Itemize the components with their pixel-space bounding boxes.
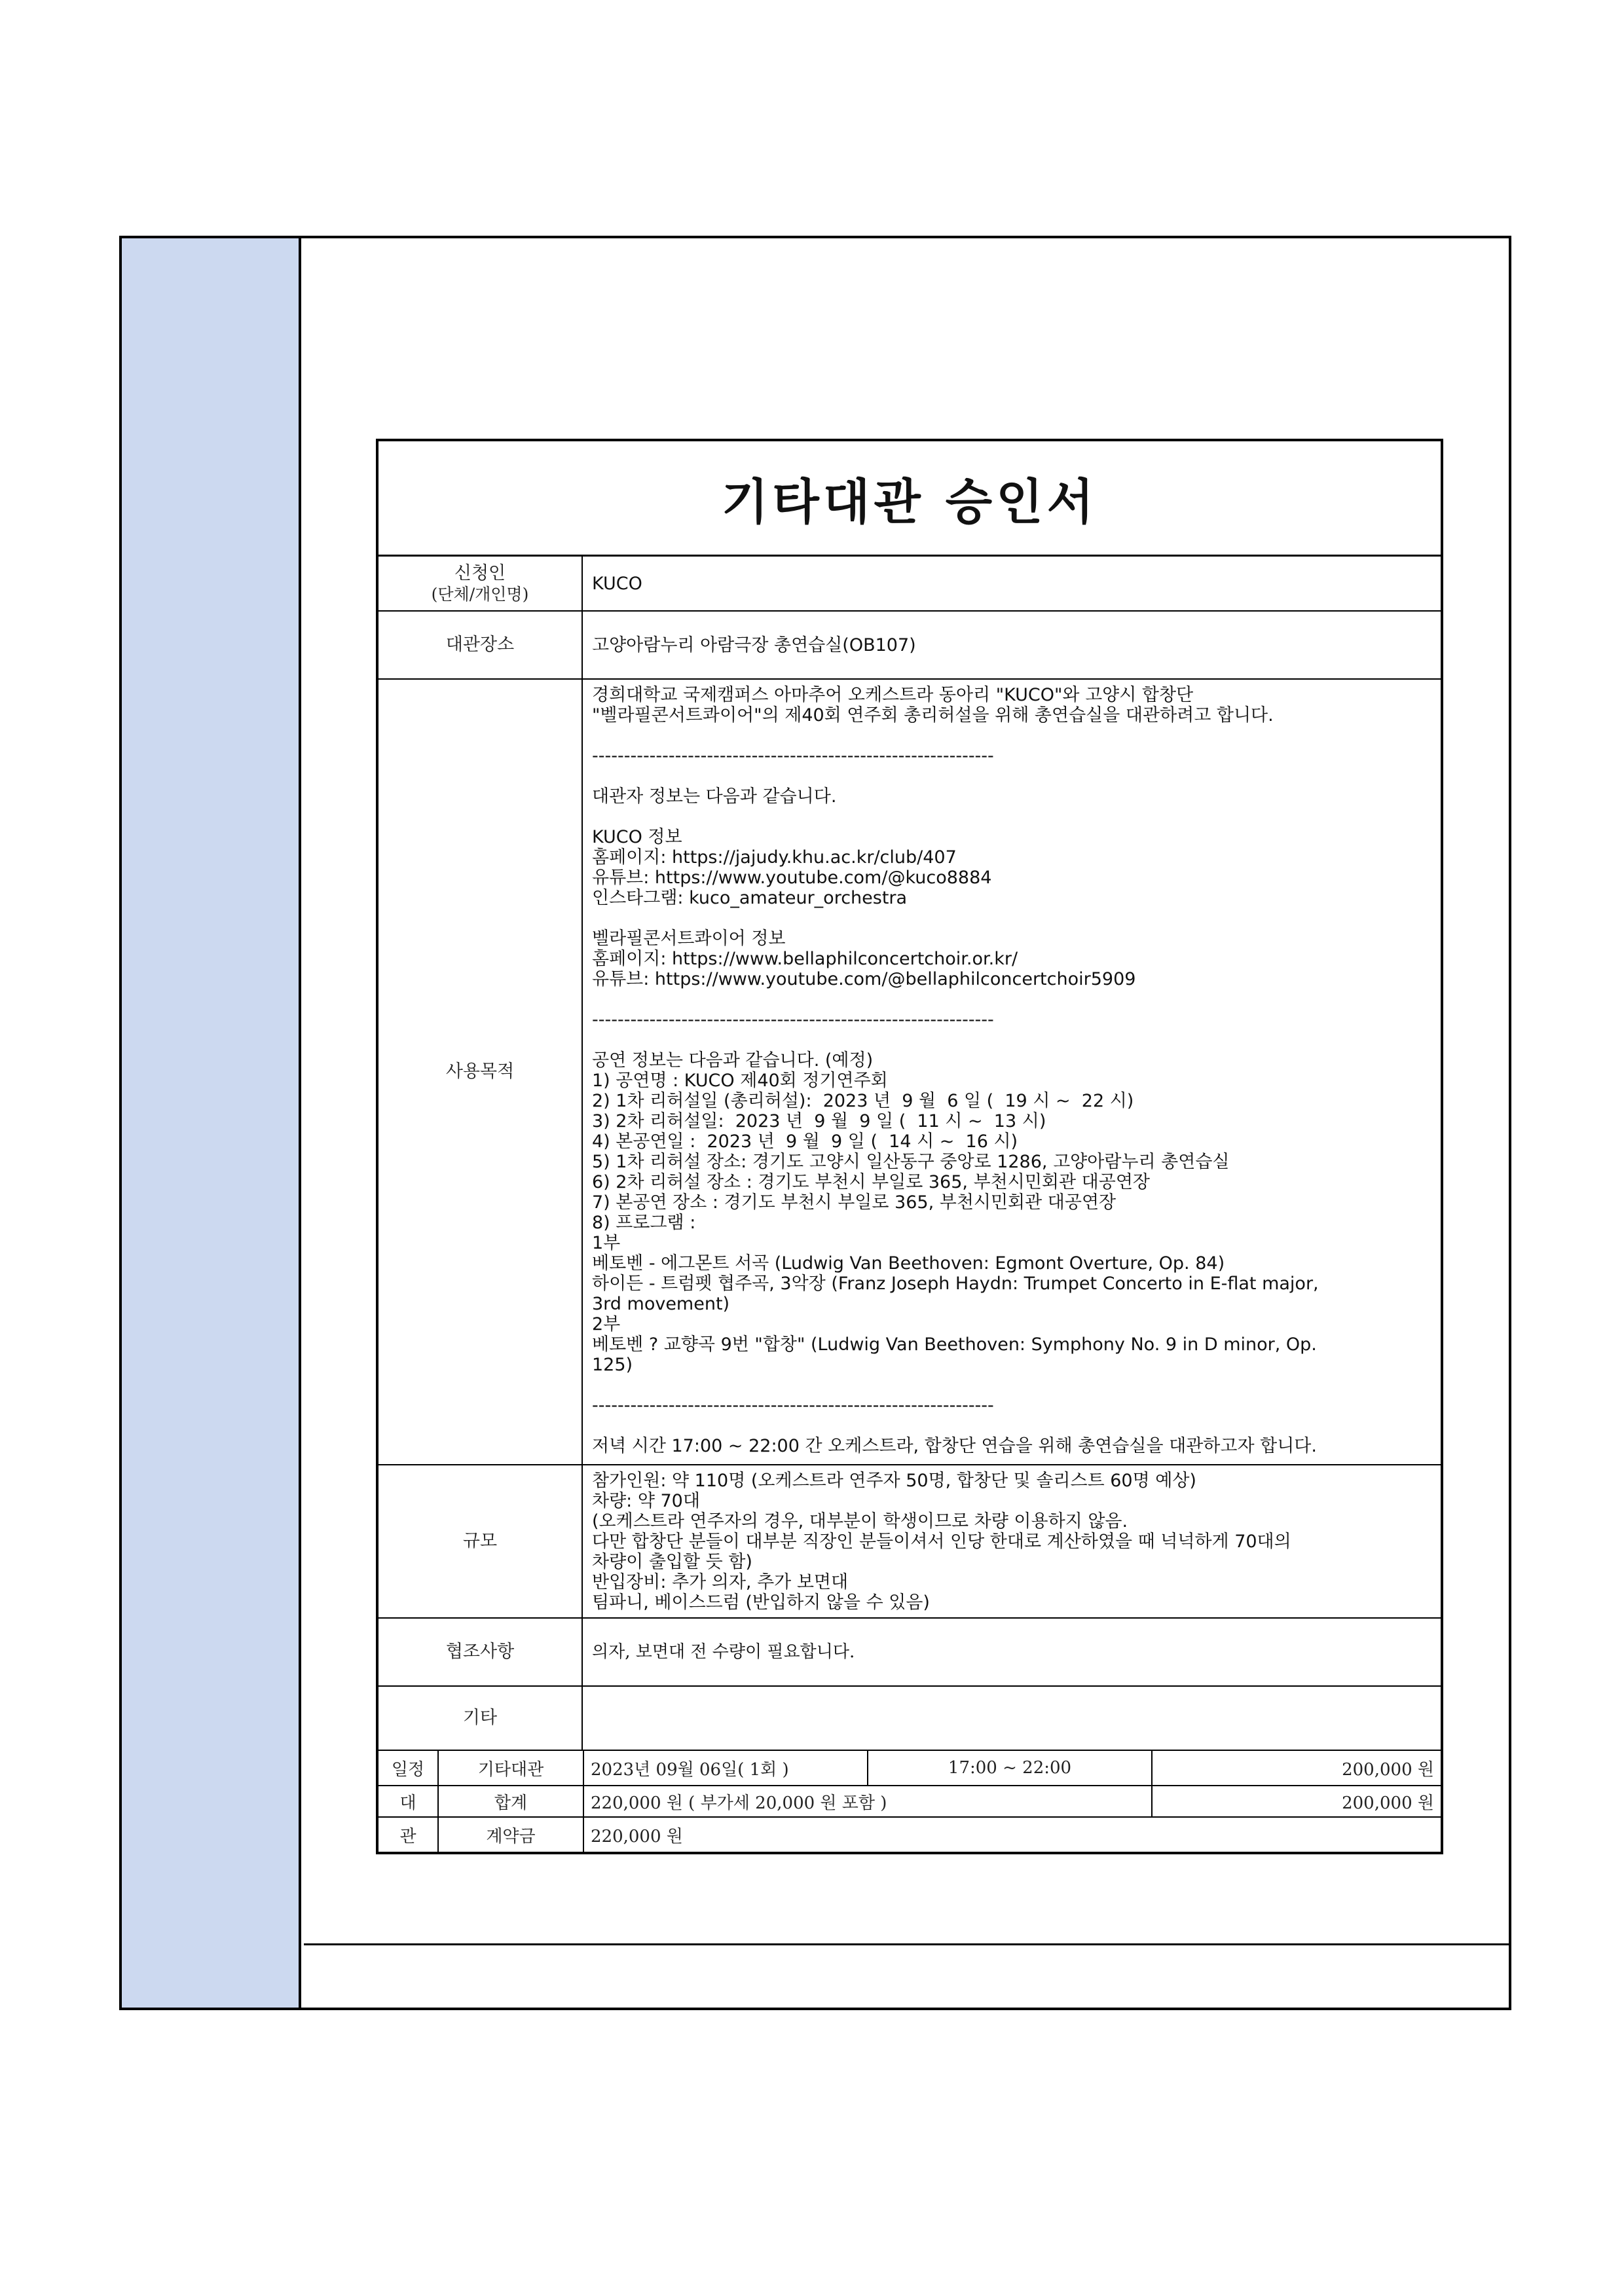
purpose-line: KUCO 정보 (592, 827, 682, 847)
venue-value (583, 612, 1441, 678)
cooperation-text: 의자, 보면대 전 수량이 필요합니다. (592, 1642, 855, 1662)
purpose-line: 벨라필콘서트콰이어 정보 (592, 928, 786, 949)
purpose-line: "벨라필콘서트콰이어"의 제40회 연주회 총리허설을 위해 총연습실을 대관하려고 합니다. (592, 705, 1274, 725)
applicant-value (583, 557, 1441, 610)
fee-side-char: 일정 (391, 1759, 425, 1780)
fee-total-detail: 220,000 원 ( 부가세 20,000 원 포함 ) (583, 1786, 1151, 1816)
purpose-line: 2) 1차 리허설일 (총리허설): 2023 년 9 월 6 일 ( 19 시 ~ 22 시) (592, 1091, 1134, 1111)
purpose-line (592, 807, 1431, 827)
approval-form (376, 439, 1443, 1854)
purpose-line: 홈페이지: https://jajudy.khu.ac.kr/club/407 (592, 847, 957, 868)
purpose-line: 유튜브: https://www.youtube.com/@bellaphilconcertchoir5909 (592, 969, 1136, 989)
purpose-line: 3) 2차 리허설일: 2023 년 9 월 9 일 ( 11 시 ~ 13 시) (592, 1111, 1046, 1131)
other-text (592, 1708, 1431, 1729)
purpose-line: 인스타그램: kuco_amateur_orchestra (592, 888, 908, 908)
purpose-line: 홈페이지: https://www.bellaphilconcertchoir.or.kr/ (592, 949, 1018, 969)
purpose-text (583, 680, 1441, 1464)
applicant-label-sub: (단체/개인명) (431, 585, 529, 604)
cooperation-row (378, 1619, 1441, 1687)
venue-label: 대관장소 (378, 612, 583, 678)
purpose-line: --------------------------------------------------------------- (592, 1010, 994, 1030)
purpose-line: 3rd movement) (592, 1294, 730, 1314)
purpose-line: 7) 본공연 장소 : 경기도 부천시 부일로 365, 부천시민회관 대공연장 (592, 1192, 1116, 1213)
applicant-row (378, 557, 1441, 612)
fee-total-label: 합계 (437, 1786, 583, 1816)
fee-table (378, 1751, 1441, 1852)
fee-row (378, 1751, 1441, 1786)
purpose-line: 대관자 정보는 다음과 같습니다. (592, 786, 837, 807)
fee-amount: 200,000 원 (1151, 1751, 1441, 1785)
footer-divider (304, 1943, 1509, 1945)
purpose-line: 하이든 - 트럼펫 협주곡, 3악장 (Franz Joseph Haydn: Trumpet Concerto in E-flat major, (592, 1274, 1319, 1294)
scale-text (583, 1465, 1441, 1617)
scale-line: 팀파니, 베이스드럼 (반입하지 않을 수 있음) (592, 1592, 930, 1613)
purpose-line: --------------------------------------------------------------- (592, 1395, 994, 1416)
other-row (378, 1687, 1441, 1751)
scale-line: 차량이 출입할 듯 함) (592, 1552, 752, 1572)
venue-row (378, 612, 1441, 680)
cooperation-label: 협조사항 (378, 1619, 583, 1685)
cooperation-value (583, 1619, 1441, 1685)
scale-label: 규모 (378, 1465, 583, 1617)
purpose-line: 공연 정보는 다음과 같습니다. (예정) (592, 1050, 874, 1071)
purpose-line: 1부 (592, 1233, 621, 1253)
fee-side-char: 대 (399, 1793, 416, 1813)
purpose-line: 베토벤 - 에그몬트 서곡 (Ludwig Van Beethoven: Egmont Overture, Op. 84) (592, 1253, 1225, 1274)
purpose-line: 6) 2차 리허설 장소 : 경기도 부천시 부일로 365, 부천시민회관 대공연장 (592, 1172, 1150, 1192)
purpose-line (592, 1375, 1431, 1395)
purpose-line: --------------------------------------------------------------- (592, 746, 994, 766)
purpose-line (592, 908, 1431, 928)
purpose-line: 125) (592, 1355, 633, 1375)
sidebar-band (122, 238, 301, 2008)
other-label: 기타 (378, 1687, 583, 1750)
purpose-line: 8) 프로그램 : (592, 1213, 696, 1233)
scale-line: 차량: 약 70대 (592, 1491, 700, 1511)
applicant-label-main: 신청인 (454, 562, 506, 583)
form-title: 기타대관 승인서 (378, 441, 1441, 557)
purpose-line (592, 766, 1431, 786)
fee-label: 기타대관 (437, 1751, 583, 1785)
scale-line: (오케스트라 연주자의 경우, 대부분이 학생이므로 차량 이용하지 않음. (592, 1511, 1128, 1532)
fee-total-amount: 200,000 원 (1151, 1786, 1441, 1816)
fee-time: 17:00 ~ 22:00 (867, 1751, 1151, 1785)
applicant-name: KUCO (592, 573, 642, 594)
applicant-label (378, 557, 583, 610)
fee-total-row (378, 1786, 1441, 1818)
scale-line: 반입장비: 추가 의자, 추가 보면대 (592, 1572, 849, 1592)
purpose-line (592, 1416, 1431, 1436)
purpose-line (592, 989, 1431, 1010)
fee-date: 2023년 09월 06일( 1회 ) (583, 1751, 867, 1785)
purpose-line: 베토벤 ? 교향곡 9번 "합창" (Ludwig Van Beethoven: Symphony No. 9 in D minor, Op. (592, 1334, 1317, 1355)
purpose-label: 사용목적 (378, 680, 583, 1464)
purpose-line: 4) 본공연일 : 2023 년 9 월 9 일 ( 14 시 ~ 16 시) (592, 1131, 1018, 1152)
purpose-line (592, 1030, 1431, 1050)
fee-deposit-row (378, 1818, 1441, 1852)
purpose-row (378, 680, 1441, 1465)
purpose-line (592, 725, 1431, 746)
purpose-line: 1) 공연명 : KUCO 제40회 정기연주회 (592, 1071, 888, 1091)
scale-line: 다만 합창단 분들이 대부분 직장인 분들이셔서 인당 한대로 계산하였을 때 넉넉하게 70대의 (592, 1532, 1291, 1552)
purpose-line: 2부 (592, 1314, 621, 1334)
other-value (583, 1687, 1441, 1750)
scale-line: 참가인원: 약 110명 (오케스트라 연주자 50명, 합창단 및 솔리스트 60명 예상) (592, 1471, 1196, 1491)
purpose-line: 경희대학교 국제캠퍼스 아마추어 오케스트라 동아리 "KUCO"와 고양시 합창단 (592, 685, 1194, 705)
fee-deposit-detail: 220,000 원 (583, 1818, 1441, 1852)
fee-side-char: 관 (399, 1826, 416, 1846)
purpose-line: 저녁 시간 17:00 ~ 22:00 간 오케스트라, 합창단 연습을 위해 총연습실을 대관하고자 합니다. (592, 1436, 1317, 1456)
venue-text: 고양아람누리 아람극장 총연습실(OB107) (592, 634, 916, 655)
fee-deposit-label: 계약금 (437, 1818, 583, 1852)
scale-row (378, 1465, 1441, 1619)
purpose-line: 5) 1차 리허설 장소: 경기도 고양시 일산동구 중앙로 1286, 고양아람누리 총연습실 (592, 1152, 1230, 1172)
purpose-line: 유튜브: https://www.youtube.com/@kuco8884 (592, 868, 992, 888)
